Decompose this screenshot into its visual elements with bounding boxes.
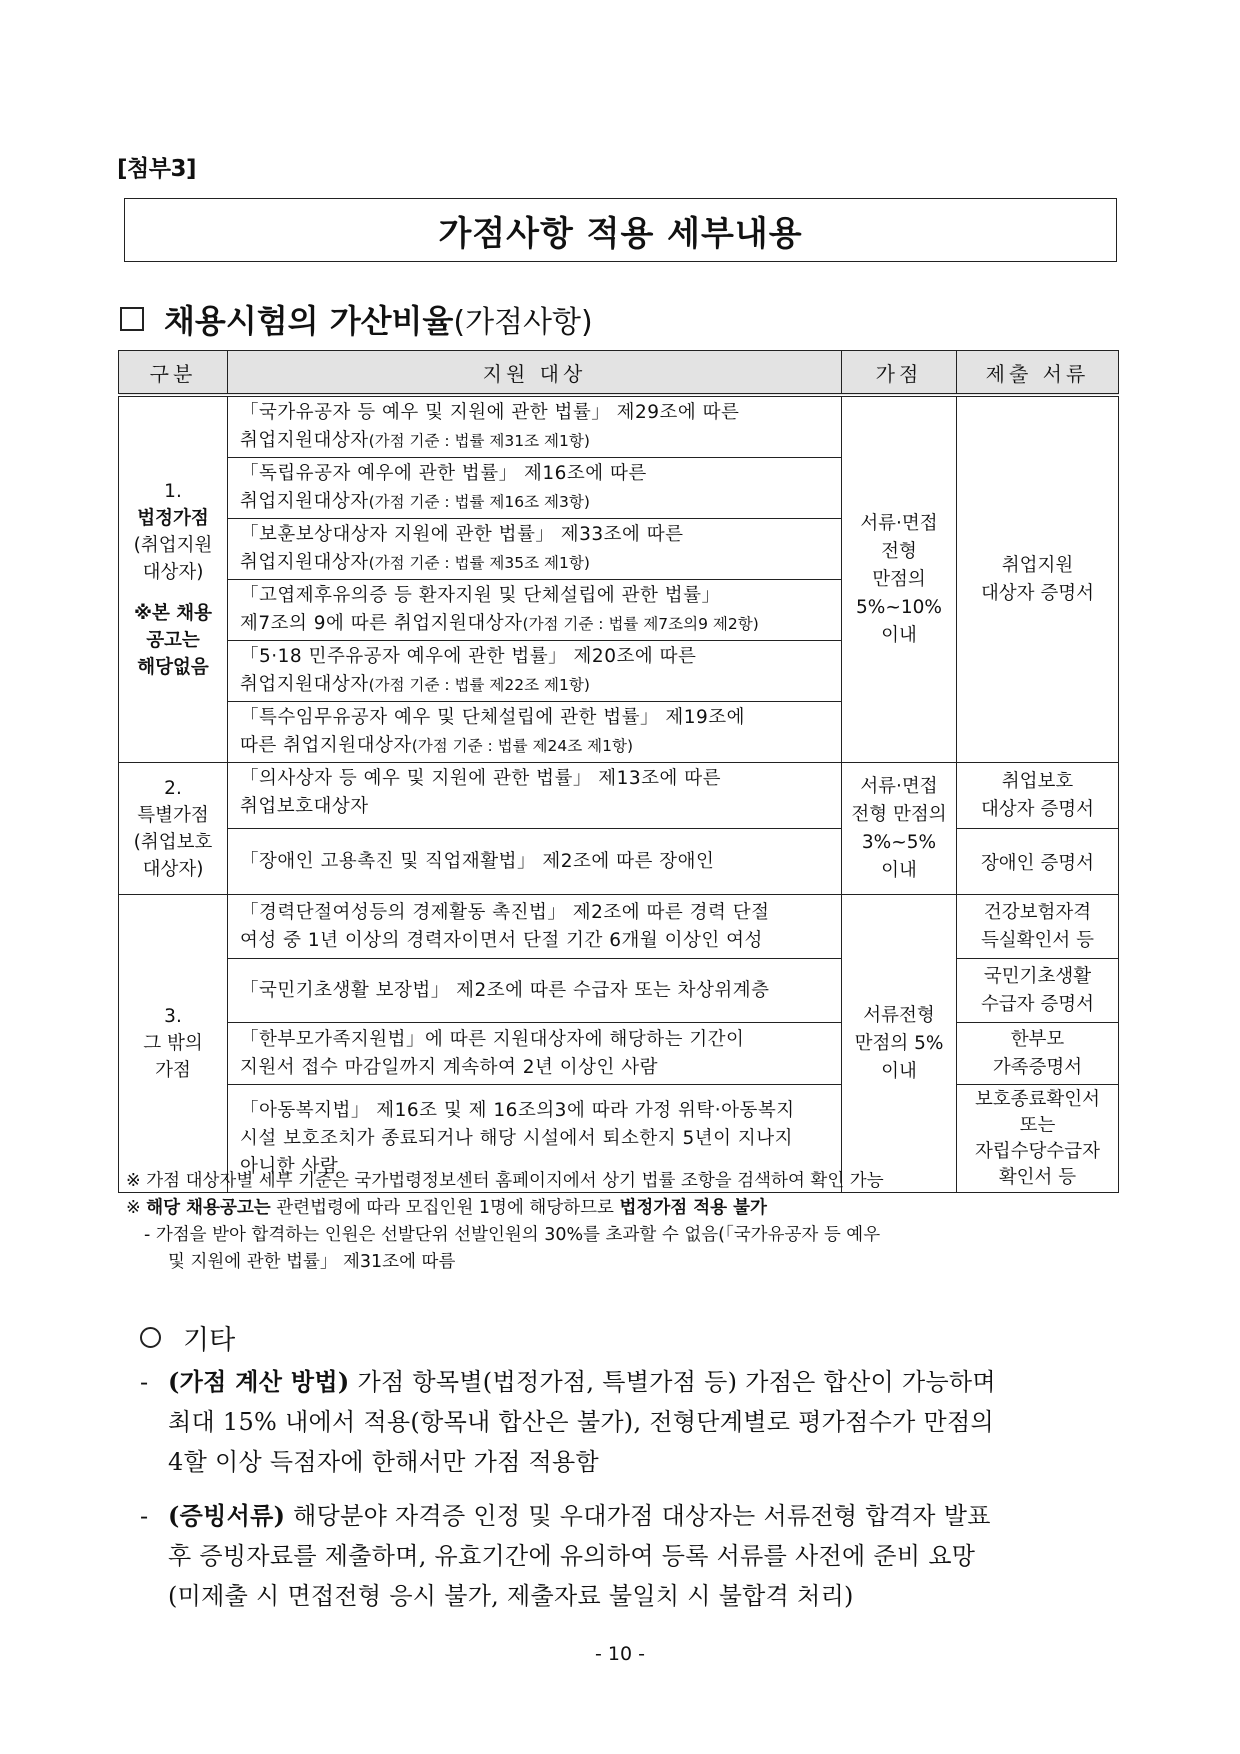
target-cell: 「장애인 고용촉진 및 직업재활법」 제2조에 따른 장애인	[228, 829, 842, 895]
target-cell: 「의사상자 등 예우 및 지원에 관한 법률」 제13조에 따른 취업보호대상자	[228, 763, 842, 829]
docs-cell: 취업보호 대상자 증명서	[957, 763, 1119, 829]
etc-bullet-2: - (증빙서류) 해당분야 자격증 인정 및 우대가점 대상자는 서류전형 합격자 발표 후 증빙자료를 제출하며, 유효기간에 유의하여 등록 서류를 사전에 준비 요망 (미제출 시 면접전형 응시 불가, 제출자료 불일치 시 불합격 처리)	[140, 1501, 991, 1610]
table-row	[119, 395, 1119, 458]
target-cell: 「독립유공자 예우에 관한 법률」 제16조에 따른 취업지원대상자(가점 기준 : 법률 제16조 제3항)	[228, 458, 842, 519]
table-row	[119, 895, 1119, 959]
target-cell: 「보훈보상대상자 지원에 관한 법률」 제33조에 따른 취업지원대상자(가점 기준 : 법률 제35조 제1항)	[228, 519, 842, 580]
group3-label: 3. 그 밖의 가점	[119, 895, 228, 1193]
table-row	[119, 829, 1119, 895]
note-1: ※ 가점 대상자별 세부 기준은 국가법령정보센터 홈페이지에서 상기 법률 조항을 검색하여 확인 가능	[126, 1171, 884, 1191]
note-3: - 가점을 받아 합격하는 인원은 선발단위 선발인원의 30%를 초과할 수 없음(「국가유공자 등 예우	[144, 1225, 881, 1245]
table-header-row	[119, 351, 1119, 396]
circle-bullet-icon	[140, 1327, 161, 1348]
header-points: 가점	[842, 351, 957, 396]
section-heading	[120, 296, 593, 342]
header-docs: 제출 서류	[957, 351, 1119, 396]
group3-points: 서류전형 만점의 5% 이내	[842, 895, 957, 1193]
group1-points: 서류·면접 전형 만점의 5%~10% 이내	[842, 395, 957, 763]
target-cell: 「국민기초생활 보장법」 제2조에 따른 수급자 또는 차상위계층	[228, 959, 842, 1023]
target-cell: 「아동복지법」 제16조 및 제 16조의3에 따라 가정 위탁·아동복지 시설 보호조치가 종료되거나 해당 시설에서 퇴소한지 5년이 지나지 아니한 사람	[228, 1085, 842, 1193]
table-row	[119, 959, 1119, 1023]
target-cell: 「고엽제후유의증 등 환자지원 및 단체설립에 관한 법률」 제7조의 9에 따른 취업지원대상자(가점 기준 : 법률 제7조의9 제2항)	[228, 580, 842, 641]
page-number: - 10 -	[595, 1643, 645, 1665]
docs-cell: 장애인 증명서	[957, 829, 1119, 895]
docs-cell: 한부모 가족증명서	[957, 1023, 1119, 1085]
etc-bullet-1: - (가점 계산 방법) 가점 항목별(법정가점, 특별가점 등) 가점은 합산이 가능하며 최대 15% 내에서 적용(항목내 합산은 불가), 전형단계별로 평가점수가 만점의 4할 이상 득점자에 한해서만 가점 적용함	[140, 1367, 996, 1476]
target-cell: 「경력단절여성등의 경제활동 촉진법」 제2조에 따른 경력 단절 여성 중 1년 이상의 경력자이면서 단절 기간 6개월 이상인 여성	[228, 895, 842, 959]
target-cell: 「한부모가족지원법」에 따른 지원대상자에 해당하는 기간이 지원서 접수 마감일까지 계속하여 2년 이상인 사람	[228, 1023, 842, 1085]
section-heading-paren: (가점사항)	[453, 305, 593, 340]
header-gubun: 구분	[119, 351, 228, 396]
note-2: ※ 해당 채용공고는 관련법령에 따라 모집인원 1명에 해당하므로 법정가점 적용 불가	[126, 1198, 767, 1218]
note-3-cont: 및 지원에 관한 법률」 제31조에 따름	[168, 1252, 456, 1272]
docs-cell: 보호종료확인서 또는 자립수당수급자 확인서 등	[957, 1085, 1119, 1193]
group2-label: 2. 특별가점 (취업보호 대상자)	[119, 763, 228, 895]
bonus-points-table	[118, 350, 1119, 1193]
target-cell: 「특수임무유공자 예우 및 단체설립에 관한 법률」 제19조에 따른 취업지원대상자(가점 기준 : 법률 제24조 제1항)	[228, 702, 842, 763]
docs-cell: 국민기초생활 수급자 증명서	[957, 959, 1119, 1023]
attachment-label: [첨부3]	[117, 156, 196, 182]
checkbox-square-icon	[120, 307, 144, 331]
target-cell: 「국가유공자 등 예우 및 지원에 관한 법률」 제29조에 따른 취업지원대상자(가점 기준 : 법률 제31조 제1항)	[228, 395, 842, 458]
etc-heading	[140, 1318, 235, 1357]
group2-points: 서류·면접 전형 만점의 3%~5% 이내	[842, 763, 957, 895]
header-target: 지원 대상	[228, 351, 842, 396]
docs-cell: 건강보험자격 득실확인서 등	[957, 895, 1119, 959]
target-cell: 「5·18 민주유공자 예우에 관한 법률」 제20조에 따른 취업지원대상자(가점 기준 : 법률 제22조 제1항)	[228, 641, 842, 702]
section-heading-text: 채용시험의 가산비율	[164, 302, 454, 340]
table-row	[119, 1023, 1119, 1085]
group1-label: 1. 법정가점 (취업지원 대상자) ※본 채용 공고는 해당없음	[119, 395, 228, 763]
document-title: 가점사항 적용 세부내용	[124, 198, 1117, 262]
group1-docs: 취업지원 대상자 증명서	[957, 395, 1119, 763]
etc-heading-text: 기타	[183, 1325, 236, 1356]
table-row	[119, 763, 1119, 829]
table-notes	[126, 1168, 1116, 1276]
